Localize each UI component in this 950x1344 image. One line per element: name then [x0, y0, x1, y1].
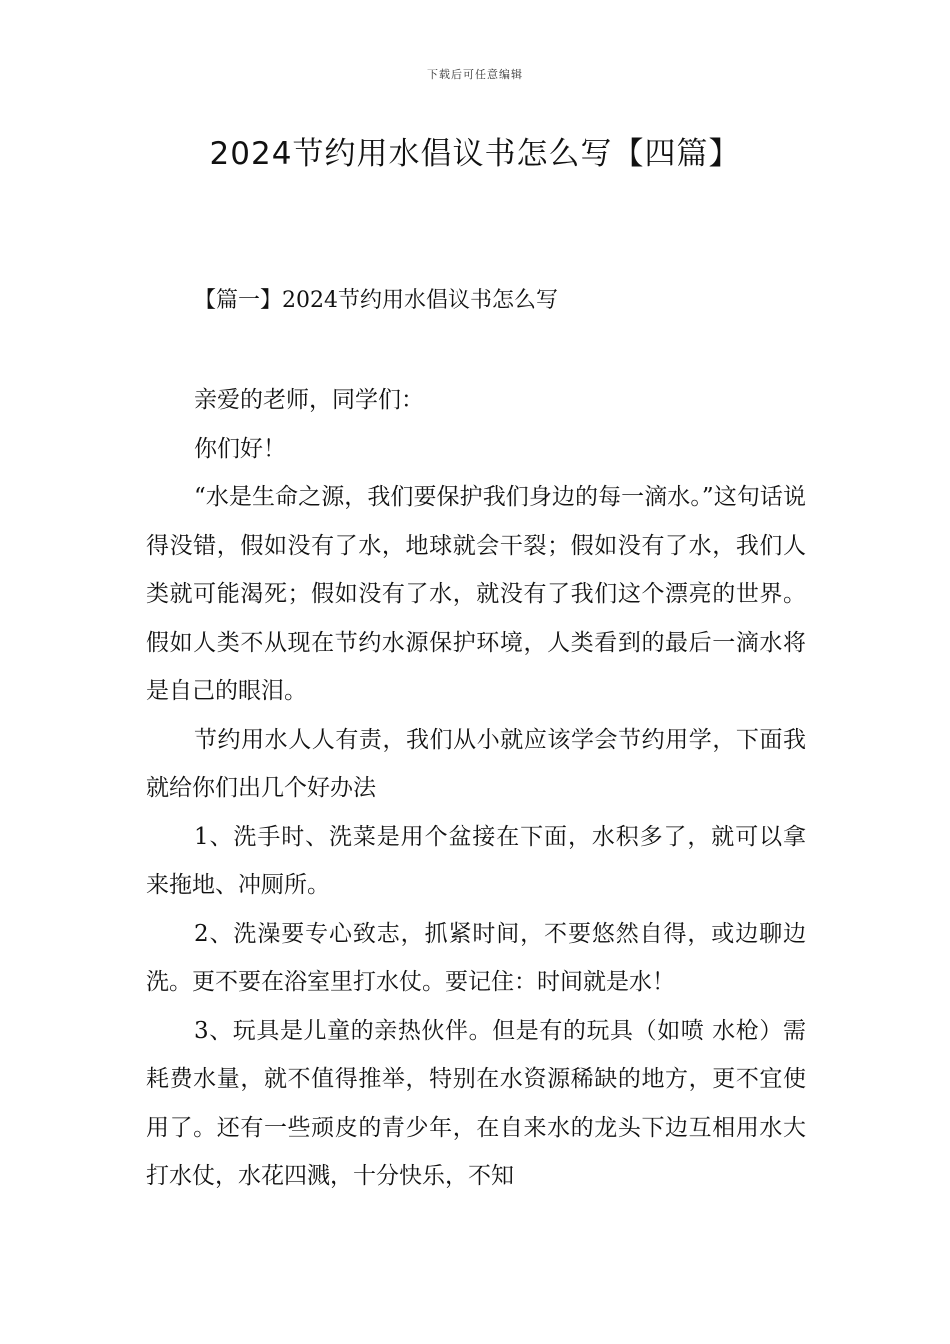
document-title: 2024节约用水倡议书怎么写【四篇】 — [209, 136, 741, 172]
paragraph: “水是生命之源，我们要保护我们身边的每一滴水。”这句话说得没错，假如没有了水，地球就会干裂；假如没有了水，我们人类就可能渴死；假如没有了水，就没有了我们这个漂亮的世界。假如人类不从现在节约水源保护环境，人类看到的最后一滴水将是自己的眼泪。 — [146, 484, 806, 704]
list-item: 1、洗手时、洗菜是用个盆接在下面，水积多了，就可以拿来拖地、冲厕所。 — [146, 823, 806, 898]
list-item: 2、洗澡要专心致志，抓紧时间，不要悠然自得，或边聊边洗。更不要在浴室里打水仗。要记住：时间就是水！ — [146, 920, 806, 995]
section-title: 【篇一】2024节约用水倡议书怎么写 — [194, 288, 558, 313]
salutation: 亲爱的老师，同学们： — [194, 387, 424, 413]
header-note: 下载后可任意编辑 — [427, 68, 523, 81]
greeting: 你们好！ — [194, 435, 286, 462]
body-text — [146, 376, 806, 1201]
list-item: 3、玩具是儿童的亲热伙伴。但是有的玩具（如喷 水枪）需耗费水量，就不值得推举，特别在水资源稀缺的地方，更不宜使用了。还有一些顽皮的青少年，在自来水的龙头下边互相用水大打水仗，水花四溅，十分快乐，不知 — [146, 1017, 806, 1189]
paragraph: 节约用水人人有责，我们从小就应该学会节约用学，下面我就给你们出几个好办法 — [146, 726, 806, 801]
